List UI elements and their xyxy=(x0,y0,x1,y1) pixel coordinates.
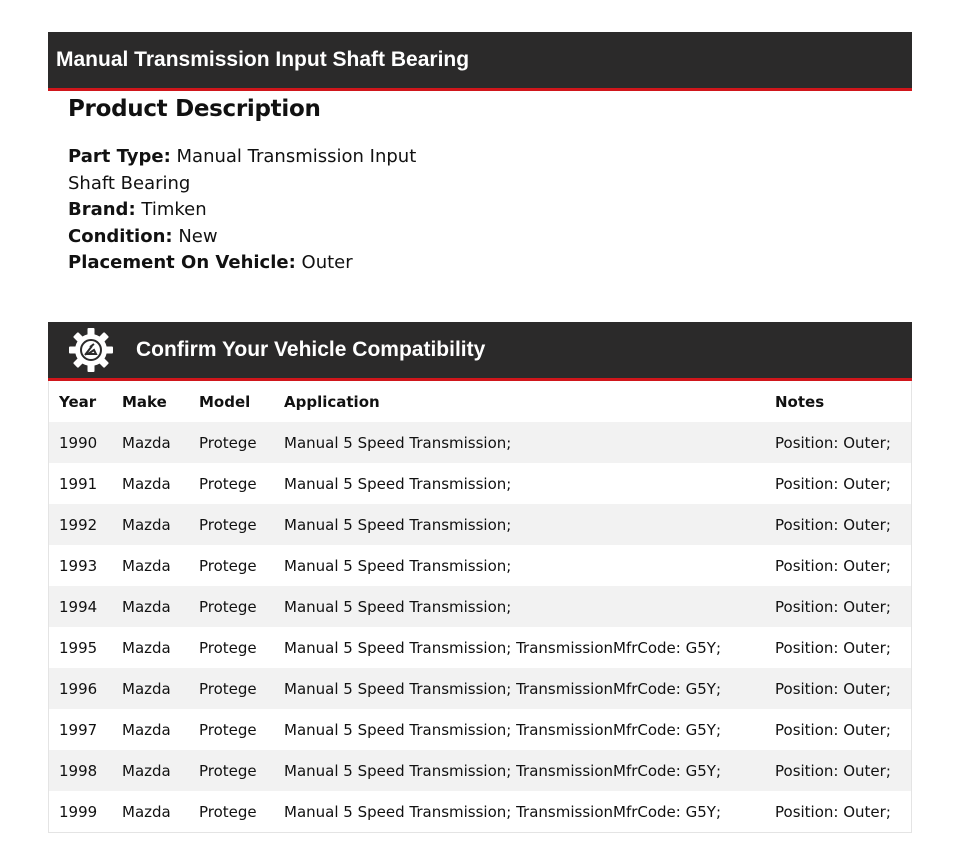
compatibility-header xyxy=(48,322,912,381)
table-row xyxy=(49,545,911,586)
cell-year: 1990 xyxy=(59,433,98,452)
cell-notes: Position: Outer; xyxy=(775,474,891,493)
cell-make: Mazda xyxy=(122,474,171,493)
table-row xyxy=(49,586,911,627)
cell-notes: Position: Outer; xyxy=(775,515,891,534)
cell-year: 1993 xyxy=(59,556,98,575)
cell-make: Mazda xyxy=(122,597,171,616)
cell-notes: Position: Outer; xyxy=(775,638,891,657)
cell-model: Protege xyxy=(199,761,257,780)
cell-make: Mazda xyxy=(122,515,171,534)
cell-application: Manual 5 Speed Transmission; xyxy=(284,433,512,452)
column-header-year: Year xyxy=(59,392,97,411)
cell-model: Protege xyxy=(199,638,257,657)
description-heading: Product Description xyxy=(68,96,321,122)
product-title: Manual Transmission Input Shaft Bearing xyxy=(56,48,470,71)
cell-application: Manual 5 Speed Transmission; xyxy=(284,556,512,575)
field-value: Outer xyxy=(301,252,353,273)
field-label: Placement On Vehicle: xyxy=(68,252,296,273)
cell-application: Manual 5 Speed Transmission; TransmissionMfrCode: G5Y; xyxy=(284,679,721,698)
table-header-row xyxy=(49,381,911,422)
field-value: Manual Transmission Input Shaft Bearing xyxy=(68,146,417,194)
product-title-bar xyxy=(48,32,912,91)
cell-year: 1998 xyxy=(59,761,98,780)
table-row xyxy=(49,750,911,791)
description-field xyxy=(68,197,468,224)
table-row xyxy=(49,668,911,709)
cell-model: Protege xyxy=(199,556,257,575)
table-row xyxy=(49,504,911,545)
cell-application: Manual 5 Speed Transmission; xyxy=(284,515,512,534)
description-field xyxy=(68,250,468,277)
compatibility-title: Confirm Your Vehicle Compatibility xyxy=(136,338,486,361)
cell-notes: Position: Outer; xyxy=(775,556,891,575)
product-description xyxy=(68,96,468,277)
field-label: Condition: xyxy=(68,225,173,247)
field-value: Timken xyxy=(141,199,207,220)
cell-make: Mazda xyxy=(122,761,171,780)
cell-model: Protege xyxy=(199,474,257,493)
cell-make: Mazda xyxy=(122,720,171,739)
cell-application: Manual 5 Speed Transmission; TransmissionMfrCode: G5Y; xyxy=(284,761,721,780)
field-label: Brand: xyxy=(68,199,136,220)
cell-application: Manual 5 Speed Transmission; xyxy=(284,597,512,616)
cell-year: 1997 xyxy=(59,720,98,739)
cell-model: Protege xyxy=(199,515,257,534)
gear-icon xyxy=(68,327,114,373)
column-header-model: Model xyxy=(199,392,251,411)
cell-year: 1994 xyxy=(59,597,98,616)
column-header-make: Make xyxy=(122,392,167,411)
cell-make: Mazda xyxy=(122,638,171,657)
cell-year: 1999 xyxy=(59,802,98,821)
cell-notes: Position: Outer; xyxy=(775,802,891,821)
description-field xyxy=(68,144,468,197)
cell-year: 1991 xyxy=(59,474,98,493)
field-label: Part Type: xyxy=(68,146,171,167)
cell-make: Mazda xyxy=(122,556,171,575)
cell-year: 1992 xyxy=(59,515,98,534)
compatibility-table xyxy=(48,381,912,833)
cell-model: Protege xyxy=(199,597,257,616)
description-field xyxy=(68,224,468,251)
cell-notes: Position: Outer; xyxy=(775,597,891,616)
cell-year: 1995 xyxy=(59,638,98,657)
cell-application: Manual 5 Speed Transmission; TransmissionMfrCode: G5Y; xyxy=(284,720,721,739)
table-row xyxy=(49,463,911,504)
cell-application: Manual 5 Speed Transmission; TransmissionMfrCode: G5Y; xyxy=(284,802,721,821)
cell-model: Protege xyxy=(199,433,257,452)
cell-notes: Position: Outer; xyxy=(775,720,891,739)
cell-make: Mazda xyxy=(122,679,171,698)
field-value: New xyxy=(178,225,218,247)
table-row xyxy=(49,709,911,750)
table-row xyxy=(49,791,911,832)
cell-notes: Position: Outer; xyxy=(775,433,891,452)
cell-notes: Position: Outer; xyxy=(775,679,891,698)
cell-notes: Position: Outer; xyxy=(775,761,891,780)
cell-model: Protege xyxy=(199,720,257,739)
table-row xyxy=(49,627,911,668)
column-header-application: Application xyxy=(284,392,380,411)
cell-year: 1996 xyxy=(59,679,98,698)
cell-application: Manual 5 Speed Transmission; TransmissionMfrCode: G5Y; xyxy=(284,638,721,657)
cell-model: Protege xyxy=(199,679,257,698)
cell-make: Mazda xyxy=(122,802,171,821)
cell-model: Protege xyxy=(199,802,257,821)
cell-application: Manual 5 Speed Transmission; xyxy=(284,474,512,493)
column-header-notes: Notes xyxy=(775,392,825,411)
cell-make: Mazda xyxy=(122,433,171,452)
table-row xyxy=(49,422,911,463)
